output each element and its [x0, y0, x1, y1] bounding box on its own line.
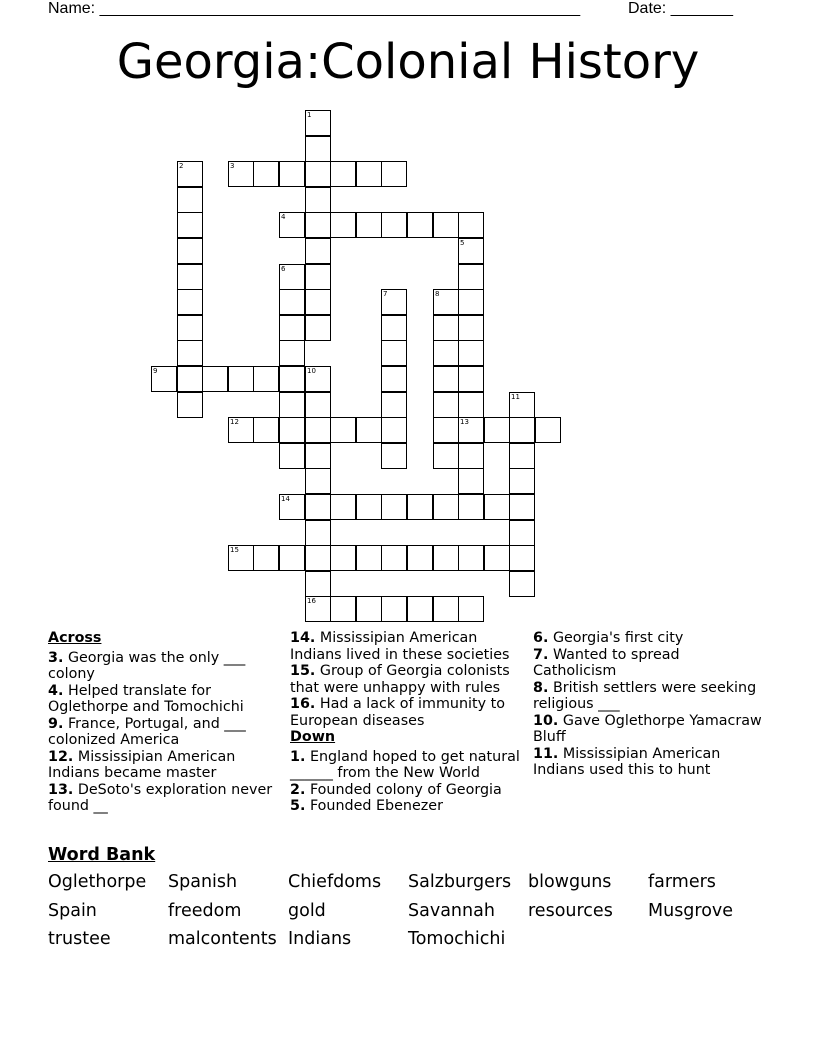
crossword-cell [407, 545, 433, 571]
clue-across-15: 15. Group of Georgia colonists that were unhappy with rules [290, 663, 510, 696]
clue-across-14: 14. Mississipian American Indians lived in these societies [290, 630, 510, 663]
crossword-cell [279, 161, 305, 187]
name-line: Name: ______________________________________________________ [48, 0, 581, 17]
word-bank-item: trustee [48, 929, 111, 949]
crossword-cell [458, 212, 484, 238]
clues-column-2 [290, 630, 522, 815]
crossword-cell [279, 366, 305, 392]
crossword-cell [381, 417, 407, 443]
word-bank-item: Tomochichi [408, 929, 506, 949]
crossword-cell [458, 468, 484, 494]
crossword-cell [228, 417, 254, 443]
crossword-cell [407, 596, 433, 622]
clue-number-label: 14 [281, 495, 290, 503]
crossword-cell [305, 545, 331, 571]
clue-across-12: 12. Mississipian American Indians became master [48, 748, 236, 781]
crossword-cell [509, 520, 535, 546]
crossword-cell [381, 494, 407, 520]
crossword-cell [509, 494, 535, 520]
down-heading: Down [290, 729, 336, 745]
clue-number-label: 1 [307, 111, 312, 119]
date-line: Date: _______ [628, 0, 733, 17]
crossword-cell [381, 596, 407, 622]
clue-number-label: 7 [383, 290, 388, 298]
word-bank-item: Salzburgers [408, 872, 512, 892]
crossword-cell [356, 596, 382, 622]
crossword-cell [381, 289, 407, 315]
word-bank-item: Spanish [168, 872, 238, 892]
crossword-cell [381, 443, 407, 469]
word-bank-item: blowguns [528, 872, 612, 892]
word-bank-item: resources [528, 900, 613, 921]
crossword-cell [177, 187, 203, 213]
crossword-cell [305, 443, 331, 469]
crossword-cell [509, 392, 535, 418]
crossword-cell [458, 264, 484, 290]
crossword-cell [458, 545, 484, 571]
crossword-cell [253, 545, 279, 571]
crossword-cell [407, 212, 433, 238]
crossword-cell [458, 417, 484, 443]
clue-number-label: 4 [281, 213, 286, 221]
crossword-cell [381, 366, 407, 392]
crossword-cell [305, 571, 331, 597]
crossword-cell [458, 443, 484, 469]
crossword-cell [305, 238, 331, 264]
word-bank-item: farmers [648, 872, 716, 892]
crossword-cell [177, 315, 203, 341]
crossword-cell [305, 596, 331, 622]
crossword-cell [177, 392, 203, 418]
clue-down-11: 11. Mississipian American Indians used this to hunt [533, 745, 721, 778]
crossword-cell [458, 289, 484, 315]
crossword-cell [305, 212, 331, 238]
clue-number-label: 12 [230, 418, 239, 426]
crossword-cell [228, 545, 254, 571]
clue-number-label: 15 [230, 546, 239, 554]
clue-down-2: 2. Founded colony of Georgia [290, 781, 502, 798]
crossword-cell [433, 366, 459, 392]
clue-down-6: 6. Georgia's first city [533, 630, 684, 646]
crossword-cell [279, 392, 305, 418]
crossword-cell [279, 264, 305, 290]
crossword-cell [253, 366, 279, 392]
word-bank-item: Savannah [408, 900, 495, 921]
crossword-cell [458, 315, 484, 341]
crossword-cell [433, 494, 459, 520]
clues-column-1 [48, 630, 280, 815]
crossword-cell [202, 366, 228, 392]
crossword-cell [433, 392, 459, 418]
clue-down-10: 10. Gave Oglethorpe Yamacraw Bluff [533, 712, 762, 745]
crossword-cell [305, 315, 331, 341]
crossword-cell [433, 596, 459, 622]
crossword-cell [305, 264, 331, 290]
crossword-cell [330, 494, 356, 520]
crossword-cell [305, 187, 331, 213]
crossword-cell [509, 468, 535, 494]
crossword-cell [305, 289, 331, 315]
word-bank-item: malcontents [168, 929, 277, 949]
crossword-cell [228, 366, 254, 392]
clue-number-label: 2 [179, 162, 184, 170]
clue-across-4: 4. Helped translate for Oglethorpe and Tomochichi [48, 682, 244, 715]
crossword-cell [330, 161, 356, 187]
crossword-cell [151, 366, 177, 392]
crossword-cell [458, 392, 484, 418]
clue-down-8: 8. British settlers were seeking religious ___ [533, 679, 757, 712]
word-bank-item: freedom [168, 900, 242, 921]
crossword-cell [433, 315, 459, 341]
clue-number-label: 3 [230, 162, 235, 170]
word-bank-item: Musgrove [648, 900, 734, 921]
crossword-cell [279, 212, 305, 238]
clue-across-9: 9. France, Portugal, and ___ colonized America [48, 715, 246, 748]
crossword-cell [305, 494, 331, 520]
clue-number-label: 11 [511, 393, 520, 401]
crossword-cell [407, 494, 433, 520]
across-heading: Across [48, 630, 102, 646]
word-bank-item: Chiefdoms [288, 872, 382, 892]
crossword-cell [330, 596, 356, 622]
crossword-cell [458, 366, 484, 392]
crossword-cell [509, 417, 535, 443]
crossword-cell [433, 443, 459, 469]
crossword-cell [433, 340, 459, 366]
clue-number-label: 13 [460, 418, 469, 426]
crossword-cell [356, 494, 382, 520]
clue-number-label: 5 [460, 239, 465, 247]
crossword-cell [381, 161, 407, 187]
clues-column-3 [533, 630, 765, 779]
crossword-cell [177, 289, 203, 315]
crossword-cell [381, 340, 407, 366]
crossword-cell [177, 340, 203, 366]
word-bank-item: Oglethorpe [48, 872, 147, 892]
crossword-cell [356, 545, 382, 571]
crossword-cell [484, 417, 510, 443]
word-bank-item: gold [288, 900, 326, 921]
clue-down-5: 5. Founded Ebenezer [290, 798, 443, 814]
crossword-cell [305, 161, 331, 187]
crossword-cell [381, 212, 407, 238]
crossword-cell [458, 340, 484, 366]
clue-down-7: 7. Wanted to spread Catholicism [533, 646, 680, 679]
crossword-cell [458, 238, 484, 264]
crossword-cell [305, 392, 331, 418]
crossword-cell [458, 596, 484, 622]
crossword-cell [177, 212, 203, 238]
crossword-cell [381, 545, 407, 571]
crossword-cell [330, 545, 356, 571]
crossword-cell [305, 468, 331, 494]
clue-across-16: 16. Had a lack of immunity to European diseases [290, 696, 505, 729]
crossword-cell [279, 545, 305, 571]
crossword-cell [484, 494, 510, 520]
crossword-cell [305, 136, 331, 162]
crossword-cell [356, 417, 382, 443]
crossword-cell [535, 417, 561, 443]
crossword-cell [305, 366, 331, 392]
crossword-cell [381, 392, 407, 418]
crossword-cell [177, 161, 203, 187]
crossword-cell [177, 238, 203, 264]
crossword-cell [305, 520, 331, 546]
crossword-cell [253, 417, 279, 443]
crossword-cell [305, 417, 331, 443]
word-bank-item: Indians [288, 929, 352, 949]
crossword-cell [330, 417, 356, 443]
crossword-cell [509, 545, 535, 571]
crossword-cell [433, 212, 459, 238]
clue-number-label: 8 [435, 290, 440, 298]
crossword-cell [228, 161, 254, 187]
crossword-cell [279, 443, 305, 469]
crossword-cell [177, 366, 203, 392]
crossword-cell [433, 289, 459, 315]
crossword-cell [356, 161, 382, 187]
crossword-cell [458, 494, 484, 520]
crossword-cell [253, 161, 279, 187]
crossword-cell [356, 212, 382, 238]
crossword-cell [433, 417, 459, 443]
page-title: Georgia:Colonial History [116, 34, 700, 90]
crossword-cell [177, 264, 203, 290]
word-bank-item: Spain [48, 900, 97, 921]
clue-number-label: 10 [307, 367, 316, 375]
crossword-cell [509, 571, 535, 597]
crossword-cell [279, 417, 305, 443]
crossword-cell [433, 545, 459, 571]
crossword-cell [330, 212, 356, 238]
crossword-cell [484, 545, 510, 571]
clue-across-3: 3. Georgia was the only ___ colony [48, 649, 246, 682]
clue-down-1: 1. England hoped to get natural ______ from the New World [290, 748, 520, 781]
crossword-cell [279, 494, 305, 520]
crossword-cell [381, 315, 407, 341]
crossword-cell [279, 340, 305, 366]
crossword-cell [279, 315, 305, 341]
clue-number-label: 9 [153, 367, 158, 375]
crossword-cell [305, 110, 331, 136]
crossword-cell [279, 289, 305, 315]
clue-number-label: 6 [281, 265, 286, 273]
word-bank [48, 872, 768, 958]
word-bank-title: Word Bank [48, 845, 156, 865]
clue-number-label: 16 [307, 597, 316, 605]
clue-across-13: 13. DeSoto's exploration never found __ [48, 781, 273, 814]
crossword-cell [509, 443, 535, 469]
